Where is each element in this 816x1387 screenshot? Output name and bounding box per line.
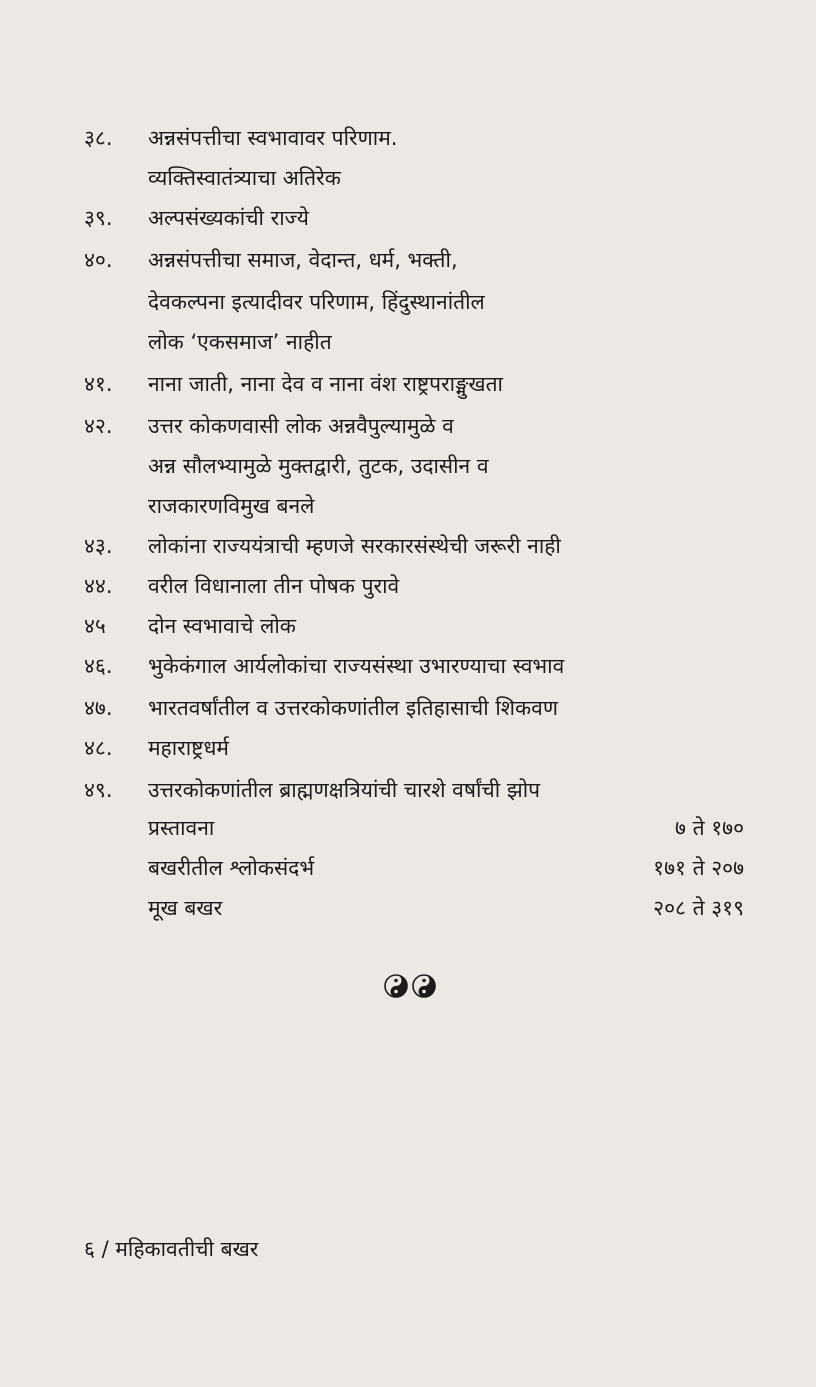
entry-number: ४५ bbox=[84, 614, 106, 638]
entry-number: ४९. bbox=[84, 778, 113, 802]
entry-title: अन्नसंपत्तीचा स्वभावावर परिणाम. bbox=[148, 126, 398, 150]
toc-entry-40-cont-1 bbox=[0, 282, 816, 322]
toc-entry-47 bbox=[0, 688, 816, 728]
toc-entry-40 bbox=[0, 240, 816, 280]
entry-title: लोकांना राज्ययंत्राची म्हणजे सरकारसंस्थेची जरूरी नाही bbox=[148, 534, 561, 558]
entry-number: ४४. bbox=[84, 574, 113, 598]
toc-entry-40-cont-2 bbox=[0, 322, 816, 362]
entry-number: ३९. bbox=[84, 206, 113, 230]
toc-entry-48 bbox=[0, 728, 816, 768]
entry-title: भुकेकंगाल आर्यलोकांचा राज्यसंस्था उभारण्याचा स्वभाव bbox=[148, 654, 565, 678]
entry-title: उत्तर कोकणवासी लोक अन्नवैपुल्यामुळे व bbox=[148, 414, 454, 438]
section-entry-original-bakhar bbox=[0, 888, 816, 928]
section-title: बखरीतील श्लोकसंदर्भ bbox=[148, 856, 315, 880]
yin-yang-icon bbox=[382, 972, 438, 1000]
entry-number: ४०. bbox=[84, 248, 113, 272]
section-title: प्रस्तावना bbox=[148, 816, 215, 840]
entry-title: भारतवर्षांतील व उत्तरकोकणांतील इतिहासाची शिकवण bbox=[148, 696, 559, 720]
toc-entry-42-cont-2 bbox=[0, 486, 816, 526]
entry-title: महाराष्ट्रधर्म bbox=[148, 736, 229, 760]
entry-number: ४३. bbox=[84, 534, 113, 558]
toc-entry-46 bbox=[0, 646, 816, 686]
entry-title: अन्नसंपत्तीचा समाज, वेदान्त, धर्म, भक्ती, bbox=[148, 248, 458, 272]
entry-title: उत्तरकोकणांतील ब्राह्मणक्षत्रियांची चारशे वर्षांची झोप bbox=[148, 778, 541, 802]
toc-entry-44 bbox=[0, 566, 816, 606]
toc-entry-49 bbox=[0, 770, 816, 810]
section-title: मूख बखर bbox=[148, 896, 223, 920]
section-pages: ७ ते १७० bbox=[674, 816, 744, 840]
toc-entry-45 bbox=[0, 606, 816, 646]
entry-title: वरील विधानाला तीन पोषक पुरावे bbox=[148, 574, 400, 598]
toc-entry-42 bbox=[0, 406, 816, 446]
section-pages: २०८ ते ३१९ bbox=[653, 896, 744, 920]
entry-number: ४८. bbox=[84, 736, 113, 760]
section-pages: १७१ ते २०७ bbox=[653, 856, 744, 880]
entry-title: दोन स्वभावाचे लोक bbox=[148, 614, 296, 638]
entry-number: ४२. bbox=[84, 414, 113, 438]
entry-title: नाना जाती, नाना देव व नाना वंश राष्ट्रपराङ्मुखता bbox=[148, 372, 503, 396]
toc-entry-38 bbox=[0, 118, 816, 158]
entry-title: अल्पसंख्यकांची राज्ये bbox=[148, 206, 309, 230]
entry-title-line: अन्न सौलभ्यामुळे मुक्तद्वारी, तुटक, उदासीन व bbox=[148, 454, 489, 478]
toc-entry-41 bbox=[0, 364, 816, 404]
toc-entry-43 bbox=[0, 526, 816, 566]
toc-entry-39 bbox=[0, 198, 816, 238]
section-entry-shloka-references bbox=[0, 848, 816, 888]
entry-title-line: देवकल्पना इत्यादीवर परिणाम, हिंदुस्थानांतील bbox=[148, 290, 485, 314]
entry-title-line: लोक ‘एकसमाज’ नाहीत bbox=[148, 330, 332, 354]
entry-number: ४१. bbox=[84, 372, 113, 396]
page-footer: ६ / महिकावतीची बखर bbox=[84, 1237, 259, 1261]
entry-number: ४७. bbox=[84, 696, 113, 720]
toc-entry-38-cont bbox=[0, 158, 816, 198]
toc-entry-42-cont-1 bbox=[0, 446, 816, 486]
entry-title-line: व्यक्तिस्वातंत्र्याचा अतिरेक bbox=[148, 166, 341, 190]
entry-title-line: राजकारणविमुख बनले bbox=[148, 494, 315, 518]
entry-number: ४६. bbox=[84, 654, 113, 678]
entry-number: ३८. bbox=[84, 126, 113, 150]
section-entry-preface bbox=[0, 808, 816, 848]
